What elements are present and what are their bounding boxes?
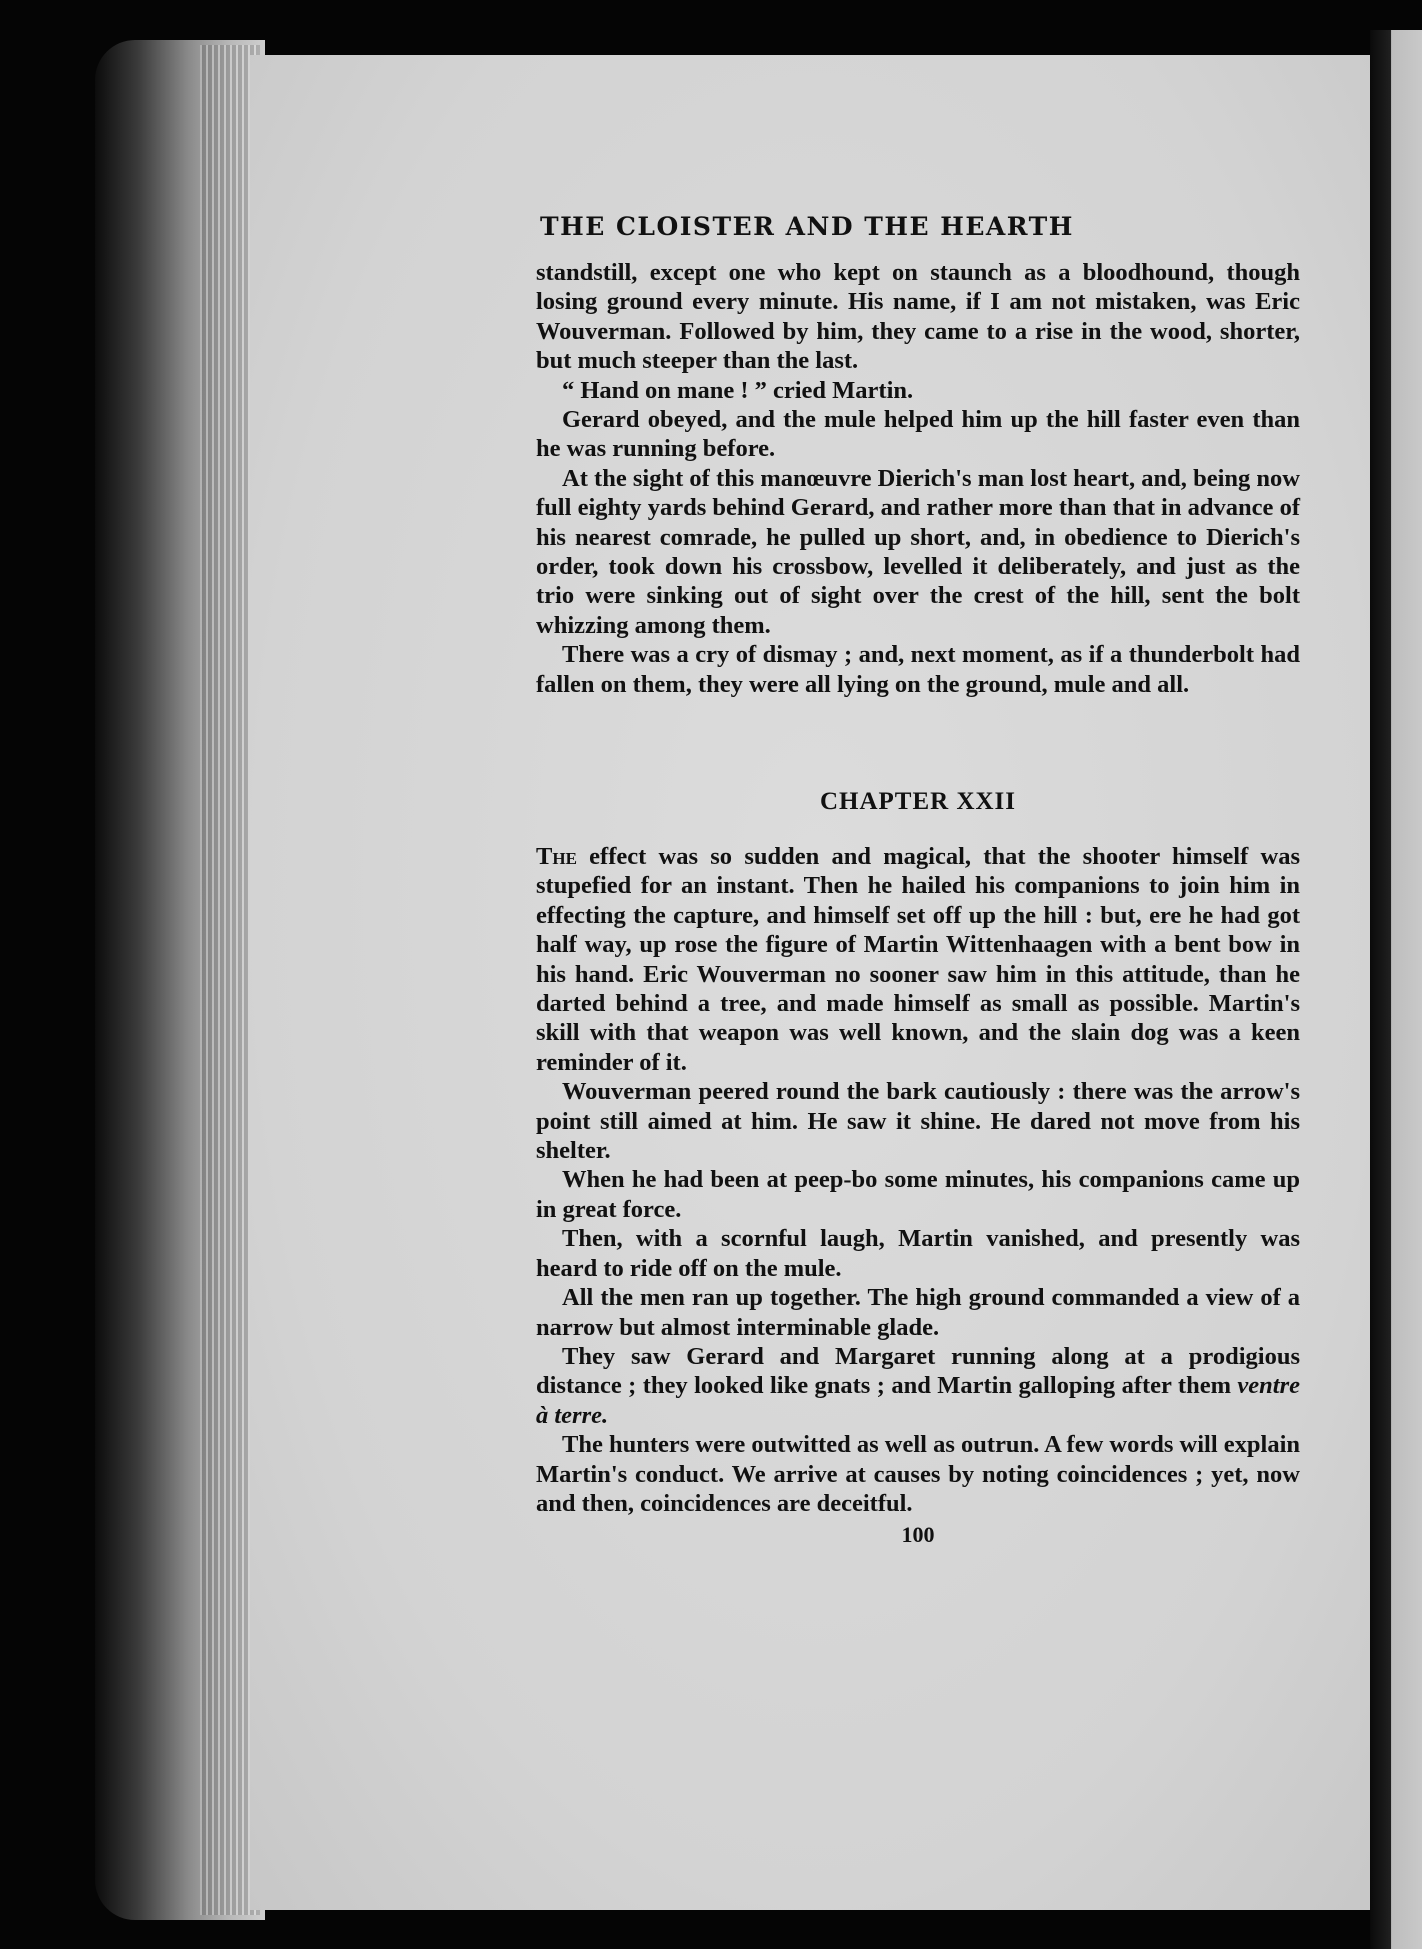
facing-page-edge	[1370, 30, 1422, 1949]
paragraph	[536, 842, 1300, 1077]
paragraph: Then, with a scornful laugh, Martin vanished, and presently was heard to ride off on the mule.	[536, 1225, 1300, 1282]
page-number: 100	[901, 1522, 935, 1548]
text-block-before-chapter	[536, 258, 1300, 699]
paragraph: At the sight of this manœuvre Dierich's man lost heart, and, being now full eighty yards behind Gerard, and rather more than that in advance of his nearest comrade, he pulled up short, and, in obedience to Dierich's order, took down his crossbow, levelled it deliberately, and just as the trio were sinking out of sight over the crest of the hill, sent the bolt whizzing among them.	[536, 464, 1300, 639]
paragraph: Wouverman peered round the bark cautiously : there was the arrow's point still aimed at him. He saw it shine. He dared not move from his shelter.	[536, 1078, 1300, 1165]
paragraph-text: They saw Gerard and Margaret running along at a prodigious distance ; they looked like gnats ; and Martin galloping after them	[536, 1342, 1300, 1400]
paragraph-text: effect was so sudden and magical, that the shooter himself was stupefied for an instant. Then he hailed his companions to join him in effecting the capture, and himself set off up the hill : but, ere he had got half way, up rose the figure of Martin Wittenhaagen with a bent bow in his hand. Eric Wouverman no sooner saw him in this attitude, than he darted behind a tree, and made himself as small as possible. Martin's skill with that weapon was well known, and the slain dog was a keen reminder of it.	[536, 843, 1300, 1076]
paragraph: The hunters were outwitted as well as outrun. A few words will explain Martin's conduct. We arrive at causes by noting coincidences ; yet, now and then, coincidences are deceitful.	[536, 1431, 1300, 1517]
italic-phrase: ventre à terre.	[536, 1372, 1300, 1429]
paragraph: There was a cry of dismay ; and, next moment, as if a thunderbolt had fallen on them, they were all lying on the ground, mule and all.	[536, 641, 1300, 698]
paragraph: When he had been at peep-bo some minutes, his companions came up in great force.	[536, 1166, 1300, 1223]
chapter-heading: CHAPTER XXII	[819, 788, 1017, 815]
paragraph: All the men ran up together. The high ground commanded a view of a narrow but almost interminable glade.	[536, 1284, 1300, 1341]
opening-word: The	[536, 843, 577, 870]
paragraph	[536, 1342, 1300, 1430]
text-block-chapter-body	[536, 842, 1300, 1550]
paragraph: standstill, except one who kept on staunch as a bloodhound, though losing ground every minute. His name, if I am not mistaken, was Eric Wouverman. Followed by him, they came to a rise in the wood, shorter, but much steeper than the last.	[536, 259, 1300, 375]
paragraph: Gerard obeyed, and the mule helped him up the hill faster even than he was running before.	[536, 406, 1300, 463]
running-head: THE CLOISTER AND THE HEARTH	[540, 212, 1074, 241]
paragraph: “ Hand on mane ! ” cried Martin.	[562, 376, 914, 404]
